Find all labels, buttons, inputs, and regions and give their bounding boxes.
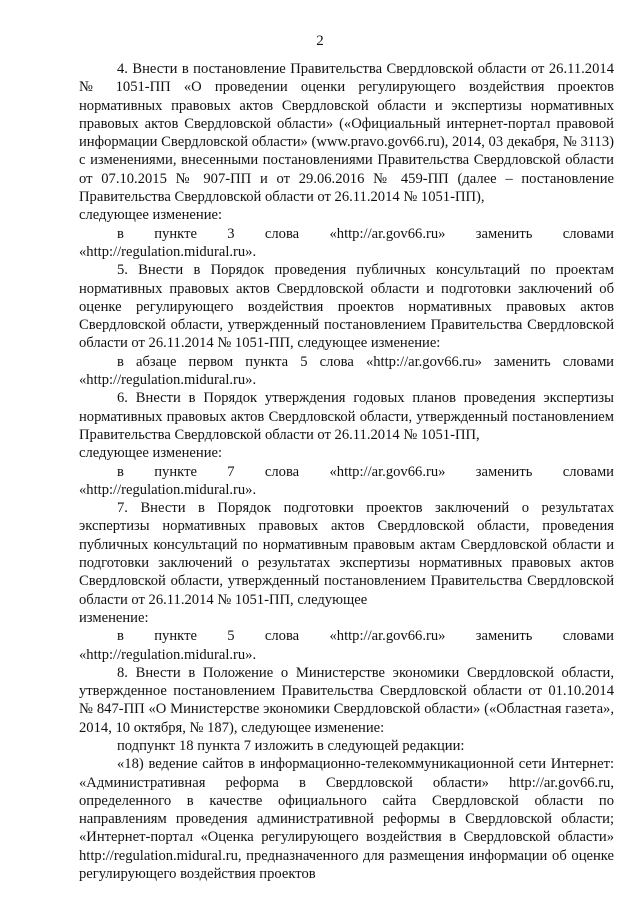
paragraph-6-amendment-end: «http://regulation.midural.ru». [79,481,257,498]
amend-word: пункте [154,463,197,480]
paragraph-4: 4. Внести в постановление Правительства Свердловской области от 26.11.2014 № 1051-ПП «О проведении оценки регулирующего воздействия проектов нормативных правовых актов Свердловской области и экспертизы нормативных правовых актов Свердловской области» («Официальный интернет-портал правовой информации Свердловской области» (www.pravo.gov66.ru), 2014, 03 декабря, № 3113) с изменениями, внесенными постановлениями Правительства Свердловской области от 07.10.2015 № 907-ПП и от 29.06.2016 № 459-ПП (далее – постановление Правительства Свердловской области от 26.11.2014 № 1051-ПП), [79,61,614,206]
paragraph-4-amendment [79,225,614,243]
paragraph-7-amendment-end: «http://regulation.midural.ru». [79,646,257,663]
amend-word: «http://ar.gov66.ru» [329,628,446,645]
amend-word: «http://ar.gov66.ru» [329,463,446,480]
amend-word: словами [562,225,614,242]
paragraph-6-tail: следующее изменение: [79,445,223,462]
paragraph-8-quote: «18) ведение сайтов в информационно-телекоммуникационной сети Интернет: «Административная реформа в Свердловской области» http://ar.gov66.ru, определенного в качестве официального сайта Свердловской области по направлениям проведения административной реформы в Свердловской области; «Интернет-портал «Оценка регулирующего воздействия в Свердловской области» http://regulation.midural.ru, предназначенного для размещения информации об оценке регулирующего воздействия проектов [79,756,614,883]
amend-word: 7 [227,463,235,480]
paragraph-8: 8. Внести в Положение о Министерстве экономики Свердловской области, утвержденное постановлением Правительства Свердловской области от 01.10.2014 № 847-ПП «О Министерстве экономики Свердловской области» («Областная газета», 2014, 10 октября, № 187), следующее изменение: [79,664,614,736]
amend-word: «http://ar.gov66.ru» [329,225,446,242]
amend-word: заменить [475,225,533,242]
document-body [79,60,614,883]
page-number: 2 [316,33,324,49]
paragraph-7-tail: изменение: [79,609,149,626]
amend-word: в [117,463,124,480]
amend-word: заменить [475,463,533,480]
amend-word: 3 [227,225,235,242]
amend-word: 5 [227,628,235,645]
amend-word: слова [264,463,300,480]
amend-word: словами [562,463,614,480]
paragraph-4-amendment-end: «http://regulation.midural.ru». [79,243,257,260]
paragraph-6-amendment [79,463,614,481]
paragraph-5: 5. Внести в Порядок проведения публичных консультаций по проектам нормативных правовых актов Свердловской области и подготовки заключений об оценке регулирующего воздействия проектов нормативных правовых актов Свердловской области, утвержденный постановлением Правительства Свердловской области от 26.11.2014 № 1051-ПП, следующее изменение: [79,262,614,352]
amend-word: словами [562,628,614,645]
paragraph-7-amendment [79,627,614,645]
paragraph-5-amendment: в абзаце первом пункта 5 слова «http://ar.gov66.ru» заменить словами «http://regulation.midural.ru». [79,353,614,389]
amend-word: слова [264,225,300,242]
amend-word: в [117,225,124,242]
paragraph-6: 6. Внести в Порядок утверждения годовых планов проведения экспертизы нормативных правовых актов Свердловской области, утвержденный постановлением Правительства Свердловской области от 26.11.2014 № 1051-ПП, [79,390,614,443]
amend-word: в [117,628,124,645]
amend-word: пункте [154,628,197,645]
paragraph-4-tail: следующее изменение: [79,207,223,224]
amend-word: заменить [475,628,533,645]
paragraph-8-subpoint: подпункт 18 пункта 7 изложить в следующей редакции: [117,737,465,754]
paragraph-7: 7. Внести в Порядок подготовки проектов заключений о результатах экспертизы нормативных правовых актов Свердловской области, проведения публичных консультаций по нормативным правовым актам Свердловской области и подготовки заключений о результатах экспертизы нормативных правовых актов Свердловской области, утвержденный постановлением Правительства Свердловской области от 26.11.2014 № 1051-ПП, следующее [79,500,614,608]
amend-word: слова [264,628,300,645]
amend-word: пункте [154,225,197,242]
